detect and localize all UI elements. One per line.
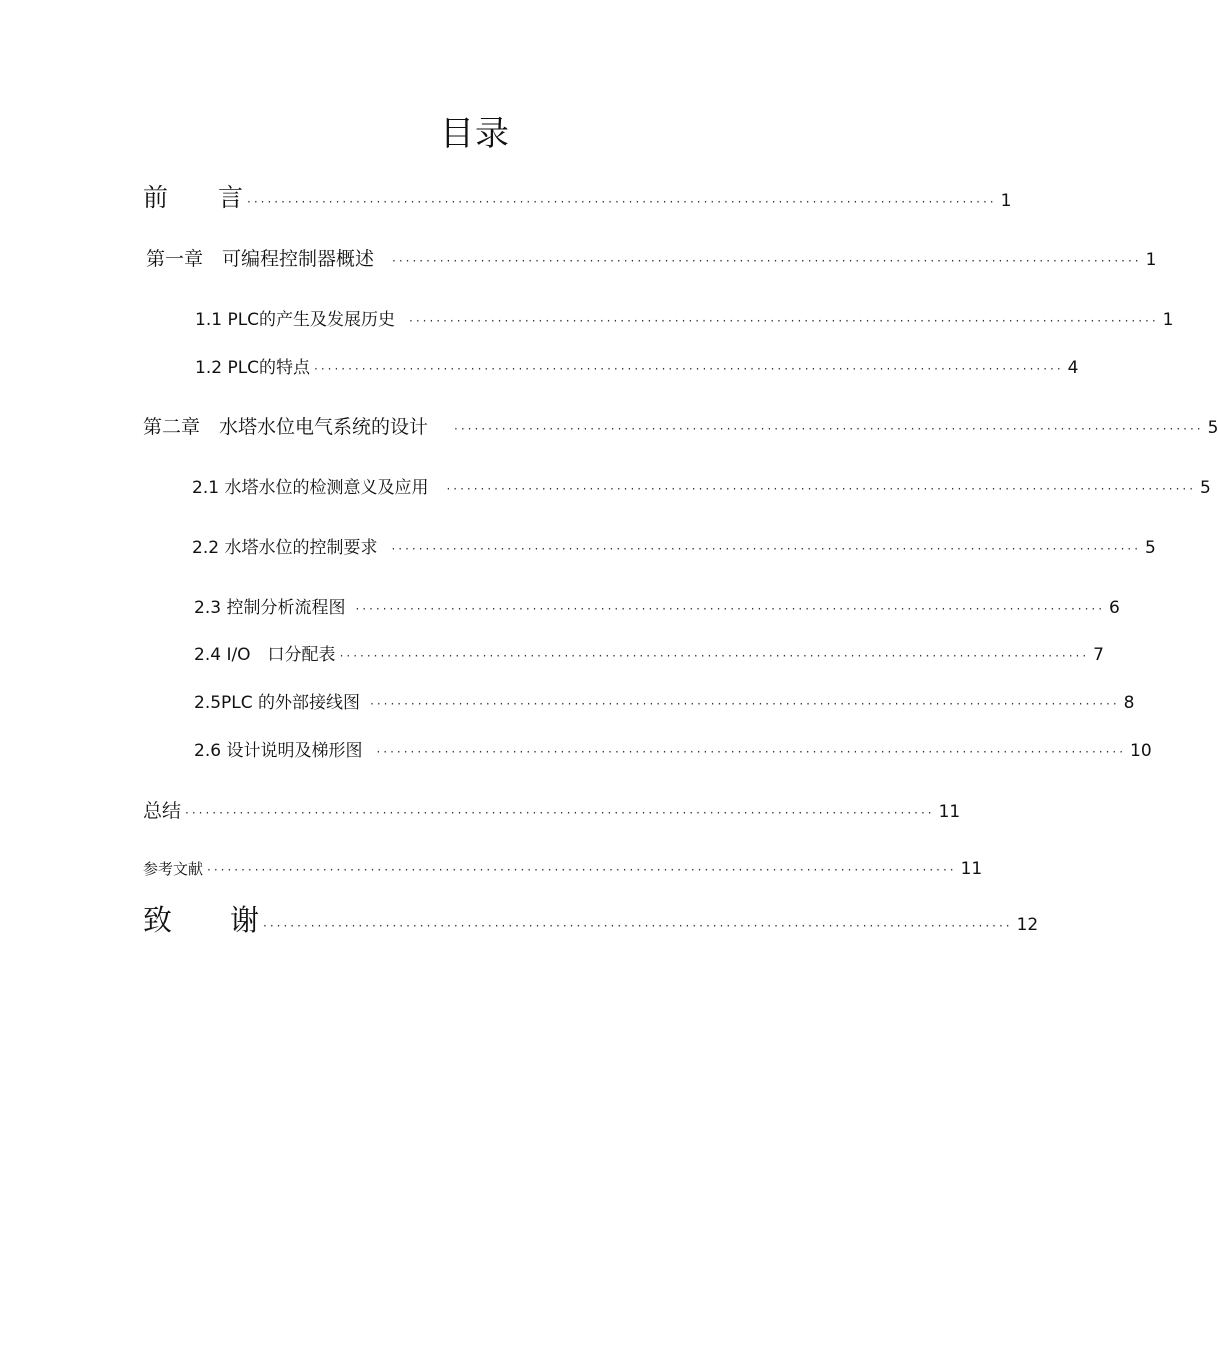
toc-entry-1-2[interactable] (195, 353, 1079, 378)
toc-page-number: 8 (1123, 693, 1135, 713)
toc-label: 2.4 I/O 口分配表 (194, 645, 336, 665)
toc-page-number: 5 (1145, 538, 1156, 558)
toc-leader: ·············································································································· (391, 542, 1142, 556)
toc-entry-acknowledgements[interactable] (143, 898, 1039, 939)
toc-entry-chapter-2[interactable] (143, 412, 1218, 439)
toc-label: 第一章 可编程控制器概述 (146, 248, 375, 270)
toc-page-number: 5 (1200, 478, 1211, 498)
toc-page-number: 7 (1093, 645, 1104, 665)
toc-label: 总结 (143, 800, 182, 822)
toc-label: 2.2 水塔水位的控制要求 (192, 538, 378, 558)
toc-leader: ·············································································································· (314, 362, 1064, 376)
toc-leader: ·············································································································· (392, 254, 1142, 268)
toc-label: 1.2 PLC的特点 (195, 358, 311, 378)
toc-label: 参考文献 (143, 860, 204, 878)
toc-page-number: 1 (1145, 250, 1157, 270)
toc-leader: ·············································································································· (446, 482, 1197, 496)
toc-label: 2.5PLC 的外部接线图 (194, 693, 361, 713)
toc-leader: ·············································································································· (355, 602, 1106, 616)
toc-page-number: 12 (1016, 915, 1039, 935)
toc-label: 2.6 设计说明及梯形图 (194, 741, 363, 761)
toc-leader: ·············································································································· (185, 806, 935, 820)
toc-leader: ·············································································································· (376, 745, 1127, 759)
toc-entry-1-1[interactable] (195, 305, 1174, 330)
toc-page-number: 10 (1130, 741, 1152, 761)
toc-label: 第二章 水塔水位电气系统的设计 (143, 416, 429, 438)
toc-leader: ·············································································································· (263, 919, 1013, 933)
toc-entry-2-2[interactable] (192, 533, 1156, 558)
toc-entry-summary[interactable] (143, 796, 961, 823)
toc-entry-preface[interactable] (143, 178, 1012, 214)
toc-page-number: 1 (1000, 191, 1012, 211)
toc-leader: ·············································································································· (370, 697, 1120, 711)
toc-label: 前 言 (143, 183, 244, 212)
toc-entry-2-6[interactable] (194, 736, 1152, 761)
toc-page-number: 11 (960, 859, 983, 879)
toc-leader: ·············································································································· (454, 422, 1204, 436)
toc-entry-2-3[interactable] (194, 593, 1120, 618)
toc-leader: ·············································································································· (247, 195, 997, 209)
toc-entry-references[interactable] (143, 858, 983, 879)
toc-leader: ·············································································································· (409, 314, 1159, 328)
toc-entry-2-4[interactable] (194, 640, 1104, 665)
toc-entry-chapter-1[interactable] (146, 244, 1157, 271)
page-title: 目录 (440, 114, 510, 154)
toc-leader: ·············································································································· (207, 863, 957, 877)
toc-entry-2-5[interactable] (194, 688, 1135, 713)
toc-entry-2-1[interactable] (192, 473, 1211, 498)
toc-label: 1.1 PLC的产生及发展历史 (195, 310, 396, 330)
toc-page-number: 4 (1067, 358, 1079, 378)
toc-page-number: 5 (1207, 418, 1218, 438)
toc-page-number: 11 (938, 802, 961, 822)
toc-label: 致 谢 (143, 903, 260, 937)
toc-page-number: 6 (1109, 598, 1120, 618)
toc-label: 2.1 水塔水位的检测意义及应用 (192, 478, 429, 498)
toc-leader: ·············································································································· (339, 649, 1090, 663)
toc-page-number: 1 (1162, 310, 1174, 330)
toc-label: 2.3 控制分析流程图 (194, 598, 346, 618)
